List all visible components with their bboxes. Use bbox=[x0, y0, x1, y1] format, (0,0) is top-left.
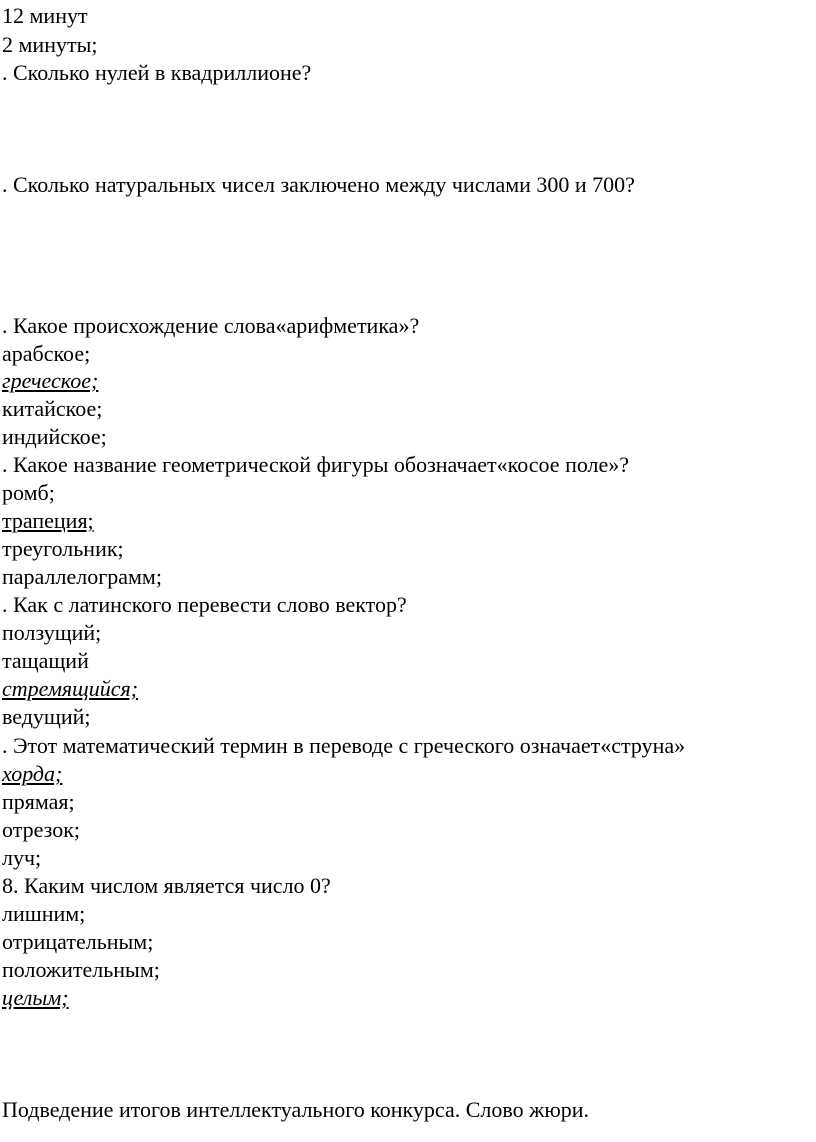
answer-option: ползущий; bbox=[2, 620, 102, 645]
answer-option: прямая; bbox=[2, 789, 75, 814]
answer-option: отрицательным; bbox=[2, 929, 154, 954]
answer-option-correct: целым; bbox=[2, 985, 69, 1010]
answer-option: положительным; bbox=[2, 957, 160, 982]
answer-option-correct: греческое; bbox=[2, 368, 99, 393]
answer-option: китайское; bbox=[2, 396, 103, 421]
answer-option-correct: трапеция; bbox=[2, 508, 94, 533]
answer-option: луч; bbox=[2, 845, 42, 870]
question-string-term: . Этот математический термин в переводе с греческого означает«струна» bbox=[2, 733, 686, 758]
answer-option-correct: хорда; bbox=[2, 761, 63, 786]
answer-option: треугольник; bbox=[2, 536, 124, 561]
answer-option: тащащий bbox=[2, 648, 89, 673]
answer-option: лишним; bbox=[2, 901, 86, 926]
question-vector-latin: . Как с латинского перевести слово вектор? bbox=[2, 592, 407, 617]
answer-option: ромб; bbox=[2, 480, 55, 505]
answer-option-correct: стремящийся; bbox=[2, 676, 139, 701]
text-line: 2 минуты; bbox=[2, 32, 98, 57]
question-oblique-field: . Какое название геометрической фигуры обозначает«косое поле»? bbox=[2, 452, 630, 477]
text-line: 12 минут bbox=[2, 3, 88, 28]
answer-option: индийское; bbox=[2, 424, 107, 449]
answer-option: ведущий; bbox=[2, 704, 91, 729]
question-quadrillion: . Сколько нулей в квадриллионе? bbox=[2, 60, 312, 85]
question-natural-numbers: . Сколько натуральных чисел заключено между числами 300 и 700? bbox=[2, 172, 635, 197]
question-arithmetic-origin: . Какое происхождение слова«арифметика»? bbox=[2, 313, 420, 338]
answer-option: отрезок; bbox=[2, 817, 80, 842]
question-zero: 8. Каким числом является число 0? bbox=[2, 873, 331, 898]
closing-line: Подведение итогов интеллектуального конкурса. Слово жюри. bbox=[2, 1097, 590, 1122]
answer-option: параллелограмм; bbox=[2, 564, 162, 589]
answer-option: арабское; bbox=[2, 341, 91, 366]
